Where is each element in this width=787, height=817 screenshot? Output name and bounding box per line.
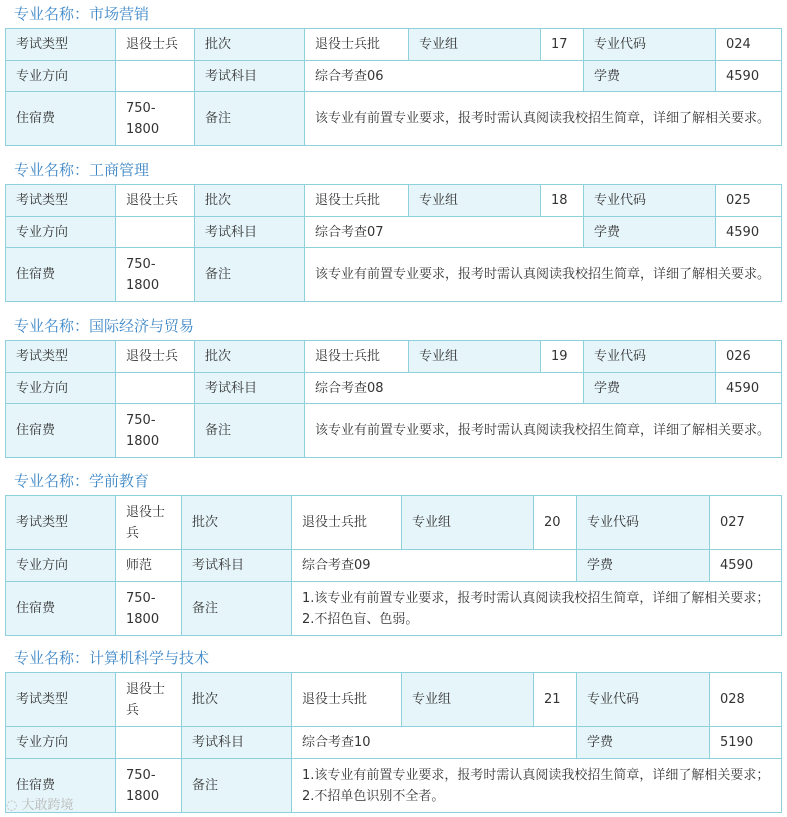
tuition-value: 5190 xyxy=(710,727,782,759)
direction-label: 专业方向 xyxy=(6,727,116,759)
tuition-value: 4590 xyxy=(716,61,782,92)
direction-value xyxy=(116,217,195,248)
watermark xyxy=(6,794,74,813)
group-value: 21 xyxy=(534,673,577,727)
subject-label: 考试科目 xyxy=(195,373,305,404)
code-value: 028 xyxy=(710,673,782,727)
batch-label: 批次 xyxy=(182,496,292,550)
group-label: 专业组 xyxy=(402,673,534,727)
code-value: 027 xyxy=(710,496,782,550)
group-label: 专业组 xyxy=(409,341,541,373)
exam-type-value: 退役士兵 xyxy=(116,341,195,373)
subject-label: 考试科目 xyxy=(182,727,292,759)
code-label: 专业代码 xyxy=(584,185,716,217)
subject-value: 综合考查09 xyxy=(292,550,577,582)
lodging-value: 750-1800 xyxy=(116,582,182,636)
major-title: 专业名称：市场营销 xyxy=(14,5,150,23)
code-value: 024 xyxy=(716,29,782,61)
subject-value: 综合考查06 xyxy=(305,61,584,92)
direction-label: 专业方向 xyxy=(6,61,116,92)
exam-type-label: 考试类型 xyxy=(6,496,116,550)
subject-label: 考试科目 xyxy=(195,217,305,248)
note-label: 备注 xyxy=(195,92,305,146)
code-label: 专业代码 xyxy=(584,29,716,61)
subject-label: 考试科目 xyxy=(195,61,305,92)
lodging-label: 住宿费 xyxy=(6,759,116,813)
lodging-value: 750-1800 xyxy=(116,759,182,813)
note-label: 备注 xyxy=(182,582,292,636)
major-title: 专业名称：国际经济与贸易 xyxy=(14,317,195,335)
group-value: 18 xyxy=(541,185,584,217)
group-label: 专业组 xyxy=(409,29,541,61)
code-label: 专业代码 xyxy=(577,673,710,727)
tuition-value: 4590 xyxy=(716,217,782,248)
code-value: 025 xyxy=(716,185,782,217)
watermark-logo-icon: ◌ xyxy=(6,798,22,813)
tuition-value: 4590 xyxy=(710,550,782,582)
code-label: 专业代码 xyxy=(584,341,716,373)
major-title: 专业名称：学前教育 xyxy=(14,472,150,490)
note-value: 该专业有前置专业要求，报考时需认真阅读我校招生简章，详细了解相关要求。 xyxy=(305,248,782,302)
subject-value: 综合考查08 xyxy=(305,373,584,404)
exam-type-value: 退役士兵 xyxy=(116,185,195,217)
code-label: 专业代码 xyxy=(577,496,710,550)
batch-label: 批次 xyxy=(195,29,305,61)
group-value: 19 xyxy=(541,341,584,373)
note-label: 备注 xyxy=(195,248,305,302)
group-value: 17 xyxy=(541,29,584,61)
tuition-label: 学费 xyxy=(584,373,716,404)
watermark-text: 大敢跨境 xyxy=(21,798,74,813)
tuition-label: 学费 xyxy=(584,61,716,92)
batch-value: 退役士兵批 xyxy=(292,496,402,550)
major-title: 专业名称：计算机科学与技术 xyxy=(14,649,210,667)
exam-type-value: 退役士兵 xyxy=(116,496,182,550)
tuition-label: 学费 xyxy=(577,727,710,759)
exam-type-label: 考试类型 xyxy=(6,673,116,727)
exam-type-label: 考试类型 xyxy=(6,185,116,217)
group-label: 专业组 xyxy=(402,496,534,550)
note-label: 备注 xyxy=(182,759,292,813)
exam-type-label: 考试类型 xyxy=(6,29,116,61)
exam-type-label: 考试类型 xyxy=(6,341,116,373)
lodging-label: 住宿费 xyxy=(6,582,116,636)
direction-label: 专业方向 xyxy=(6,550,116,582)
direction-value: 师范 xyxy=(116,550,182,582)
batch-label: 批次 xyxy=(195,185,305,217)
major-info-table xyxy=(5,495,782,636)
major-title: 专业名称：工商管理 xyxy=(14,161,150,179)
note-value: 1.该专业有前置专业要求，报考时需认真阅读我校招生简章，详细了解相关要求； 2.不招单色识别不全者。 xyxy=(292,759,782,813)
lodging-label: 住宿费 xyxy=(6,92,116,146)
tuition-label: 学费 xyxy=(577,550,710,582)
batch-label: 批次 xyxy=(182,673,292,727)
major-info-table xyxy=(5,28,782,146)
direction-value xyxy=(116,373,195,404)
direction-value xyxy=(116,61,195,92)
lodging-value: 750-1800 xyxy=(116,404,195,458)
tuition-label: 学费 xyxy=(584,217,716,248)
subject-value: 综合考查07 xyxy=(305,217,584,248)
lodging-value: 750-1800 xyxy=(116,248,195,302)
exam-type-value: 退役士兵 xyxy=(116,673,182,727)
lodging-label: 住宿费 xyxy=(6,248,116,302)
note-value: 该专业有前置专业要求，报考时需认真阅读我校招生简章，详细了解相关要求。 xyxy=(305,92,782,146)
direction-value xyxy=(116,727,182,759)
lodging-label: 住宿费 xyxy=(6,404,116,458)
batch-value: 退役士兵批 xyxy=(292,673,402,727)
batch-value: 退役士兵批 xyxy=(305,341,409,373)
group-label: 专业组 xyxy=(409,185,541,217)
note-label: 备注 xyxy=(195,404,305,458)
batch-value: 退役士兵批 xyxy=(305,185,409,217)
group-value: 20 xyxy=(534,496,577,550)
subject-value: 综合考查10 xyxy=(292,727,577,759)
major-info-table xyxy=(5,672,782,813)
direction-label: 专业方向 xyxy=(6,217,116,248)
tuition-value: 4590 xyxy=(716,373,782,404)
exam-type-value: 退役士兵 xyxy=(116,29,195,61)
note-value: 该专业有前置专业要求，报考时需认真阅读我校招生简章，详细了解相关要求。 xyxy=(305,404,782,458)
code-value: 026 xyxy=(716,341,782,373)
major-info-table xyxy=(5,340,782,458)
lodging-value: 750-1800 xyxy=(116,92,195,146)
subject-label: 考试科目 xyxy=(182,550,292,582)
major-info-table xyxy=(5,184,782,302)
direction-label: 专业方向 xyxy=(6,373,116,404)
note-value: 1.该专业有前置专业要求，报考时需认真阅读我校招生简章，详细了解相关要求； 2.不招色盲、色弱。 xyxy=(292,582,782,636)
batch-label: 批次 xyxy=(195,341,305,373)
batch-value: 退役士兵批 xyxy=(305,29,409,61)
